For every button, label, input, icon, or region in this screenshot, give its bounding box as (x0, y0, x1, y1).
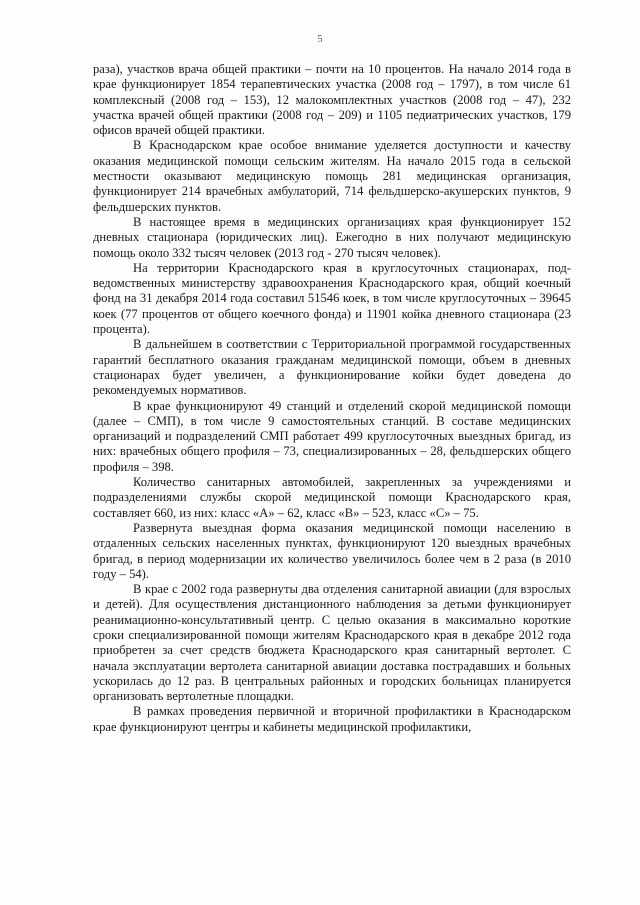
page-number: 5 (317, 34, 323, 45)
paragraph-outpatient-sites: раза), участков врача общей практики – почти на 10 процентов. На начало 2014 года в крае функционирует 1854 терапевтических участка (2008 год – 1797), в том числе 61 комплексный (2008 год – 153), 12 малокомплектных участков (2008 год – 47), 232 участка врачей общей практики (2008 год – 209) и 1105 педиатрических участков, 179 офисов врачей общей практики. (93, 62, 571, 138)
paragraph-air-ambulance: В крае с 2002 года развернуты два отделения санитарной авиации (для взрослых и детей). Для осуществления дистанционного наблюдения за детьми функционирует реанимационно-консультативный центр. С целью оказания в максимально короткие сроки специализированной помощи жителям Краснодарского края в декабре 2012 года приобретен за счет средств бюджета Краснодарского края санитарный вертолет. С начала эксплуатации вертолета санитарной авиации доставка пострадавших и больных ускорилась до 12 раз. В центральных районных и городских больницах планируется организовать вертолетные площадки. (93, 582, 571, 704)
paragraph-rural-care: В Краснодарском крае особое внимание уделяется доступности и качеству оказания медицинской помощи сельским жителям. На начало 2015 года в сельской местности оказывают медицинскую помощь 281 медицинская организация, функционирует 214 врачебных амбулаторий, 714 фельдшерско-акушерских пунктов, 9 фельдшерских пунктов. (93, 138, 571, 214)
paragraph-day-hospitals: В настоящее время в медицинских организациях края функционирует 152 дневных стационара (юридических лиц). Ежегодно в них получают медицинскую помощь около 332 тысяч человек (2013 год - 270 тысяч человек). (93, 214, 571, 260)
paragraph-mobile-teams: Развернута выездная форма оказания медицинской помощи населению в отдаленных сельских населенных пунктах, функционируют 120 выездных врачебных бригад, в период модернизации их количество увеличилось более чем в 2 раза (в 2010 году – 54). (93, 520, 571, 581)
paragraph-emergency-stations: В крае функционируют 49 станций и отделений скорой медицинской помощи (далее – СМП), в том числе 9 самостоятельных станций. В составе медицинских организаций и подразделений СМП работает 499 круглосуточных выездных бригад, из них: врачебных общего профиля – 73, специализированных – 28, фельдшерских общего профиля – 398. (93, 398, 571, 474)
paragraph-bed-fund: На территории Краснодарского края в круглосуточных стационарах, подведомственных министерству здравоохранения Краснодарского края, общий коечный фонд на 31 декабря 2014 года составил 51546 коек, в том числе круглосуточных – 39645 коек (77 процентов от общего коечного фонда) и 11901 койка дневного стационара (23 процента). (93, 260, 571, 337)
body-text (93, 62, 571, 735)
paragraph-state-guarantees: В дальнейшем в соответствии с Территориальной программой государственных гарантий бесплатного оказания гражданам медицинской помощи, объем в дневных стационарах будет увеличен, а функционирование койки будет доведена до рекомендуемых нормативов. (93, 337, 571, 398)
paragraph-ambulances: Количество санитарных автомобилей, закрепленных за учреждениями и подразделениями службы скорой медицинской помощи Краснодарского края, составляет 660, из них: класс «А» – 62, класс «В» – 523, класс «С» – 75. (93, 475, 571, 520)
paragraph-prevention: В рамках проведения первичной и вторичной профилактики в Краснодарском крае функционируют центры и кабинеты медицинской профилактики, (93, 704, 571, 734)
